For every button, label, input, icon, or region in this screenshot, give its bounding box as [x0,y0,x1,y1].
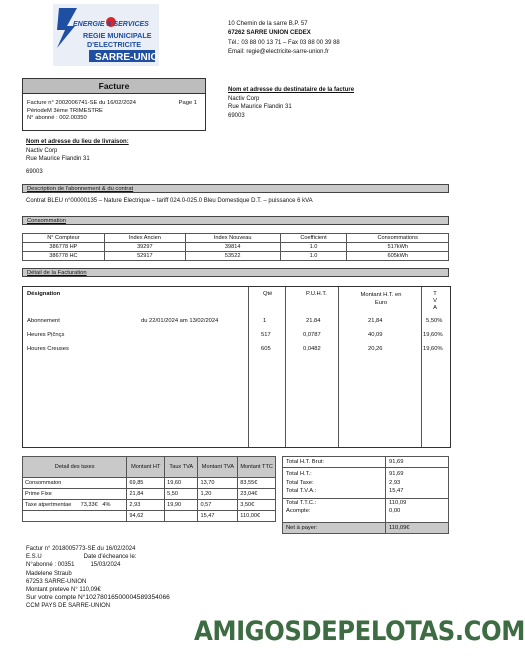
slip-subscriber: N°abonné : 00351 [26,562,75,569]
delivery-heading: Nom et adresse du lieu de livraison: [26,139,129,145]
total-values-group [386,468,449,499]
logo-line2: REGIE MUNICIPALE [83,31,152,40]
total-value: 15,47 [389,488,404,494]
col-amount [343,291,419,307]
cell: 53522 [185,252,280,261]
slip-customer-name: Madelene Straub [26,570,72,577]
invoice-subscriber: N° abonné : 002.00350 [27,115,87,121]
col-tva-l1: T [433,291,437,297]
delivery-name: Nactiv Corp [26,147,58,154]
logo-line3: D'ELECTRICITE [87,40,142,49]
cell: 1.0 [280,252,347,261]
cell: 19,90 [165,500,198,511]
slip-customer-city: 67253 SARRE-UNION [26,578,87,585]
row-amount: 40,09 [368,332,383,338]
company-logo [53,4,166,66]
cell: 13,70 [198,478,238,489]
row-tva: 19,60% [423,332,443,338]
slip-due-label: Date d'écheance le: [83,554,137,561]
consumption-table [22,233,449,261]
col-tva [423,291,447,312]
invoice-title: Facture [23,79,205,94]
slip-amount: Montant preteve N° 110,09€ [26,587,101,594]
watermark-text: AMIGOSDEPELOTAS.COM [194,616,525,647]
row-qty: 1 [263,318,267,324]
slip-line2 [26,553,170,561]
contract-heading-label: Description de l'abonnement & du contrat [27,186,134,192]
divider [285,287,286,447]
cell: 94,62 [127,511,165,522]
table-row [283,498,449,522]
table-row [283,468,449,499]
col-unit-price: P.U.H.T. [306,291,327,297]
tax-detail-table [22,456,276,522]
total-label: Total H.T.: [286,471,312,477]
slip-line3 [26,561,170,569]
col-coefficient: Coefficient [280,234,347,243]
cell: Taxe atpertmentae 73,33€ 4% [23,500,127,511]
total-value: 0,00 [389,508,401,514]
recipient-heading: Nom et adresse du destinataire de la facture [228,87,355,93]
row-label: Houres Creuses [27,346,69,352]
tax-totals-row [23,511,276,522]
cell: 386778 HP [23,243,105,252]
col-amount-ttc: Montant TTC [238,457,276,478]
row-tva: 5,50% [426,318,443,324]
delivery-street: Rue Maurice Flandin 31 [26,156,90,162]
slip-due-date: 15/03/2024 [90,562,121,569]
cell: 386778 HC [23,252,105,261]
row-amount: 21,84 [368,318,383,324]
cell: 110,00€ [238,511,276,522]
cell: 1,20 [198,489,238,500]
row-label: Abonnement [27,318,60,324]
sender-address [228,20,340,57]
cell: 39814 [185,243,280,252]
slip-bank: CCM PAYS DE SARRE-UNION [26,603,111,610]
row-tva: 19,60% [423,346,443,352]
billing-heading [22,268,449,277]
table-row [23,243,449,252]
totals-table [282,456,449,534]
row-unit: 21.84 [306,318,321,324]
sender-street: 10 Chemin de la sarre B.P. 57 [228,21,308,27]
row-qty: 605 [261,346,271,352]
row-unit: 0,0482 [303,346,321,352]
col-amount-l1: Montant H.T. en [360,292,402,298]
col-designation: Désignation [27,291,61,297]
total-label: Total T.T.C.: [286,499,317,506]
sender-phone: Tél.: 03 88 00 13 71 – Fax 03 88 00 39 88 [228,39,340,46]
cell: 15,47 [198,511,238,522]
table-row [23,252,449,261]
cell: 1.0 [280,243,347,252]
col-meter: N° Compteur [23,234,105,243]
row-qty: 517 [261,332,271,338]
total-label: Total Taxe: [286,479,314,486]
cell [23,511,127,522]
delivery-zip: 69003 [26,168,43,175]
slip-invoice-number: Factur n° 2018005773-SE du 16/02/2024 [26,546,136,552]
cell [165,511,198,522]
recipient-zip: 69003 [228,112,245,119]
recipient-block [228,86,354,120]
cell: Prime Fixe [23,489,127,500]
billing-table [22,286,451,448]
total-label: Total T.V.A.: [286,488,317,494]
total-value: 91,69 [386,457,449,468]
col-tax-detail: Detail des taxes [23,457,127,478]
cell: 19,60 [165,478,198,489]
cell: 39297 [104,243,185,252]
col-new-index: Index Nouveau [185,234,280,243]
recipient-street: Rue Maurice Flandin 31 [228,104,292,110]
row-period: du 22/01/2024 am 13/02/2024 [141,318,219,324]
col-amount-l2: Euro [374,300,388,306]
recipient-name: Nactiv Corp [228,95,260,102]
col-tva-rate: Taux TVA [165,457,198,478]
net-to-pay-row [283,522,449,533]
invoice-box [22,78,206,131]
sender-email[interactable]: Email: regie@electricite-sarre-union.fr [228,48,329,55]
invoice-number-row [23,100,205,108]
row-label: Heures Pịčnçs [27,332,65,338]
table-row [23,489,276,500]
total-label: Acompte: [286,508,311,514]
cell: 605kWh [347,252,449,261]
cell: 0,57 [198,500,238,511]
delivery-block [26,138,129,176]
cell: 3,50€ [238,500,276,511]
net-to-pay-label: Net à payer: [283,522,386,533]
logo-line1: ENERGIE & SERVICES [73,21,149,28]
logo-line4: SARRE-UNION [95,52,166,63]
cell: 2,93 [127,500,165,511]
col-tva-amount: Montant TVA [198,457,238,478]
cell: 83,55€ [238,478,276,489]
consumption-heading [22,216,449,225]
table-row [23,500,276,511]
tax-header-row [23,457,276,478]
cell: 5,50 [165,489,198,500]
cell: Consommaton [23,478,127,489]
slip-issuer: E.S.U [26,554,42,561]
cell: 517kWh [347,243,449,252]
contract-text: Contrat BLEU n°00000135 – Nature Electrique – tariff 024.0-025.0 Bleu Domestique D.T. – puissance 6 kVA [26,198,313,204]
total-labels-group [283,498,386,522]
col-tva-l2: V [433,298,437,304]
invoice-number: Facture n° 2002006741-SE du 16/02/2024 [27,100,137,106]
total-value: 2,93 [389,479,401,486]
col-amount-ht: Montant HT [127,457,165,478]
total-labels-group [283,468,386,499]
slip-account: Sur votre compte N°10278016500004589354066 [26,594,170,602]
payment-slip [26,545,170,611]
col-old-index: Index Ancien [104,234,185,243]
contract-heading [22,184,449,193]
col-consumption: Consommations [347,234,449,243]
sender-city: 67262 SARRE UNION CEDEX [228,30,311,37]
consumption-heading-label: Consommation [27,218,66,224]
total-label: Total H.T. Brut: [283,457,386,468]
total-value: 110,09 [389,499,407,506]
col-qty: Qté [263,291,273,297]
col-tva-l3: A [433,305,437,311]
total-value: 91,69 [389,471,404,477]
invoice-period: PériodeM 3ème TRIMESTRE [27,107,103,114]
consumption-header-row [23,234,449,243]
cell: 23,04€ [238,489,276,500]
cell: 52917 [104,252,185,261]
divider [338,287,339,447]
row-unit: 0,0787 [303,332,321,338]
invoice-page: Page 1 [178,100,197,106]
divider [248,287,249,447]
cell: 21,84 [127,489,165,500]
cell: 69,85 [127,478,165,489]
divider [421,287,422,447]
net-to-pay-value: 110,09€ [386,522,449,533]
total-values-group [386,498,449,522]
table-row [283,457,449,468]
table-row [23,478,276,489]
row-amount: 20,26 [368,346,383,352]
billing-heading-label: Détail de la Facturation [27,270,87,276]
